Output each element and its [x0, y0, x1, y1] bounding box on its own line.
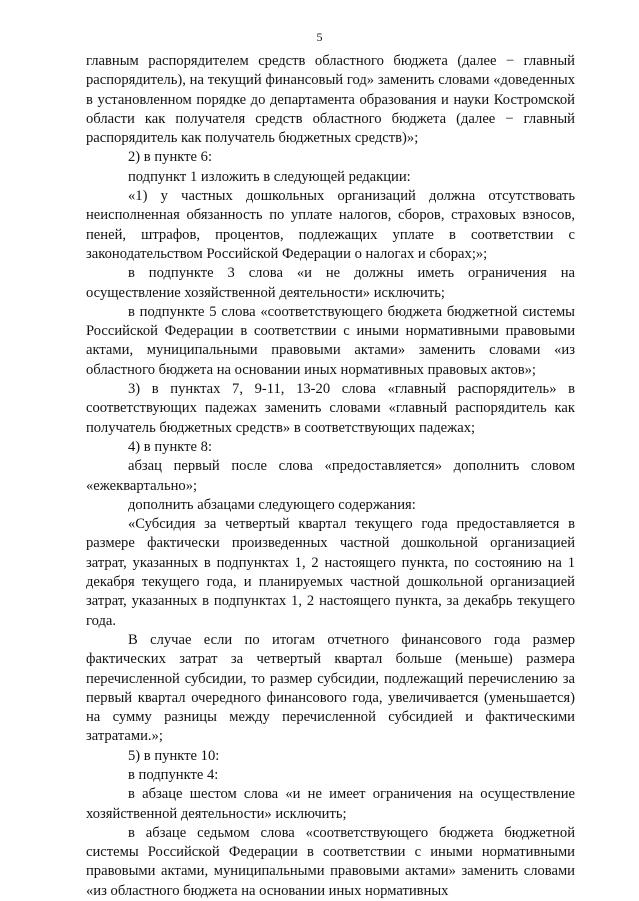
paragraph: в абзаце седьмом слова «соответствующего бюджета бюджетной системы Российской Федерации в соответствии с иными нормативными правовыми актами, муниципальными правовыми актами» заменить словами «из областного бюджета на основании иных нормативных — [86, 824, 575, 899]
paragraph: в подпункте 3 слова «и не должны иметь ограничения на осуществление хозяйственной деятельности» исключить; — [86, 265, 575, 301]
paragraph: в подпункте 5 слова «соответствующего бюджета бюджетной системы Российской Федерации в соответствии с иными нормативными правовыми актами, муниципальными правовыми актами» заменить словами «из областного бюджета на основании иных нормативных правовых актов»; — [86, 303, 575, 378]
paragraph: в абзаце шестом слова «и не имеет ограничения на осуществление хозяйственной деятельности» исключить; — [86, 786, 575, 822]
paragraph: 2) в пункте 6: — [128, 149, 213, 166]
paragraph: 3) в пунктах 7, 9-11, 13-20 слова «главный распорядитель» в соответствующих падежах заменить словами «главный распорядитель как получатель бюджетных средств» в соответствующих падежах; — [86, 381, 575, 436]
document-body — [86, 52, 575, 901]
paragraph: в подпункте 4: — [128, 766, 219, 783]
page-number: 5 — [316, 30, 323, 44]
paragraph: 5) в пункте 10: — [128, 747, 220, 764]
paragraph: подпункт 1 изложить в следующей редакции: — [128, 168, 411, 185]
paragraph: «1) у частных дошкольных организаций должна отсутствовать неисполненная обязанность по уплате налогов, сборов, страховых взносов, пеней, штрафов, процентов, подлежащих уплате в соответствии с законодательством Российской Федерации о налогах и сборах;»; — [86, 188, 575, 262]
paragraph: главным распорядителем средств областного бюджета (далее − главный распорядитель), на текущий финансовый год» заменить словами «доведенных в установленном порядке до департамента образования и науки Костромской области как получателя средств областного бюджета (далее − главный распорядитель как получатель бюджетных средств)»; — [86, 53, 575, 147]
paragraph: «Субсидия за четвертый квартал текущего года предоставляется в размере фактически произведенных частной дошкольной организацией затрат, указанных в подпунктах 1, 2 настоящего пункта, по состоянию на 1 декабря текущего года, и планируемых частной дошкольной организацией затрат, указанных в подпунктах 1, 2 настоящего пункта, за декабрь текущего года. — [86, 516, 575, 629]
paragraph: В случае если по итогам отчетного финансового года размер фактических затрат за четвертый квартал больше (меньше) размера перечисленной субсидии, то размер субсидии, подлежащий перечислению за первый квартал очередного финансового года, увеличивается (уменьшается) на сумму разницы между перечисленной субсидией и фактическими затратами.»; — [86, 631, 575, 745]
paragraph: абзац первый после слова «предоставляется» дополнить словом «ежеквартально»; — [86, 458, 575, 494]
paragraph: 4) в пункте 8: — [128, 438, 213, 455]
paragraph: дополнить абзацами следующего содержания: — [128, 496, 416, 513]
